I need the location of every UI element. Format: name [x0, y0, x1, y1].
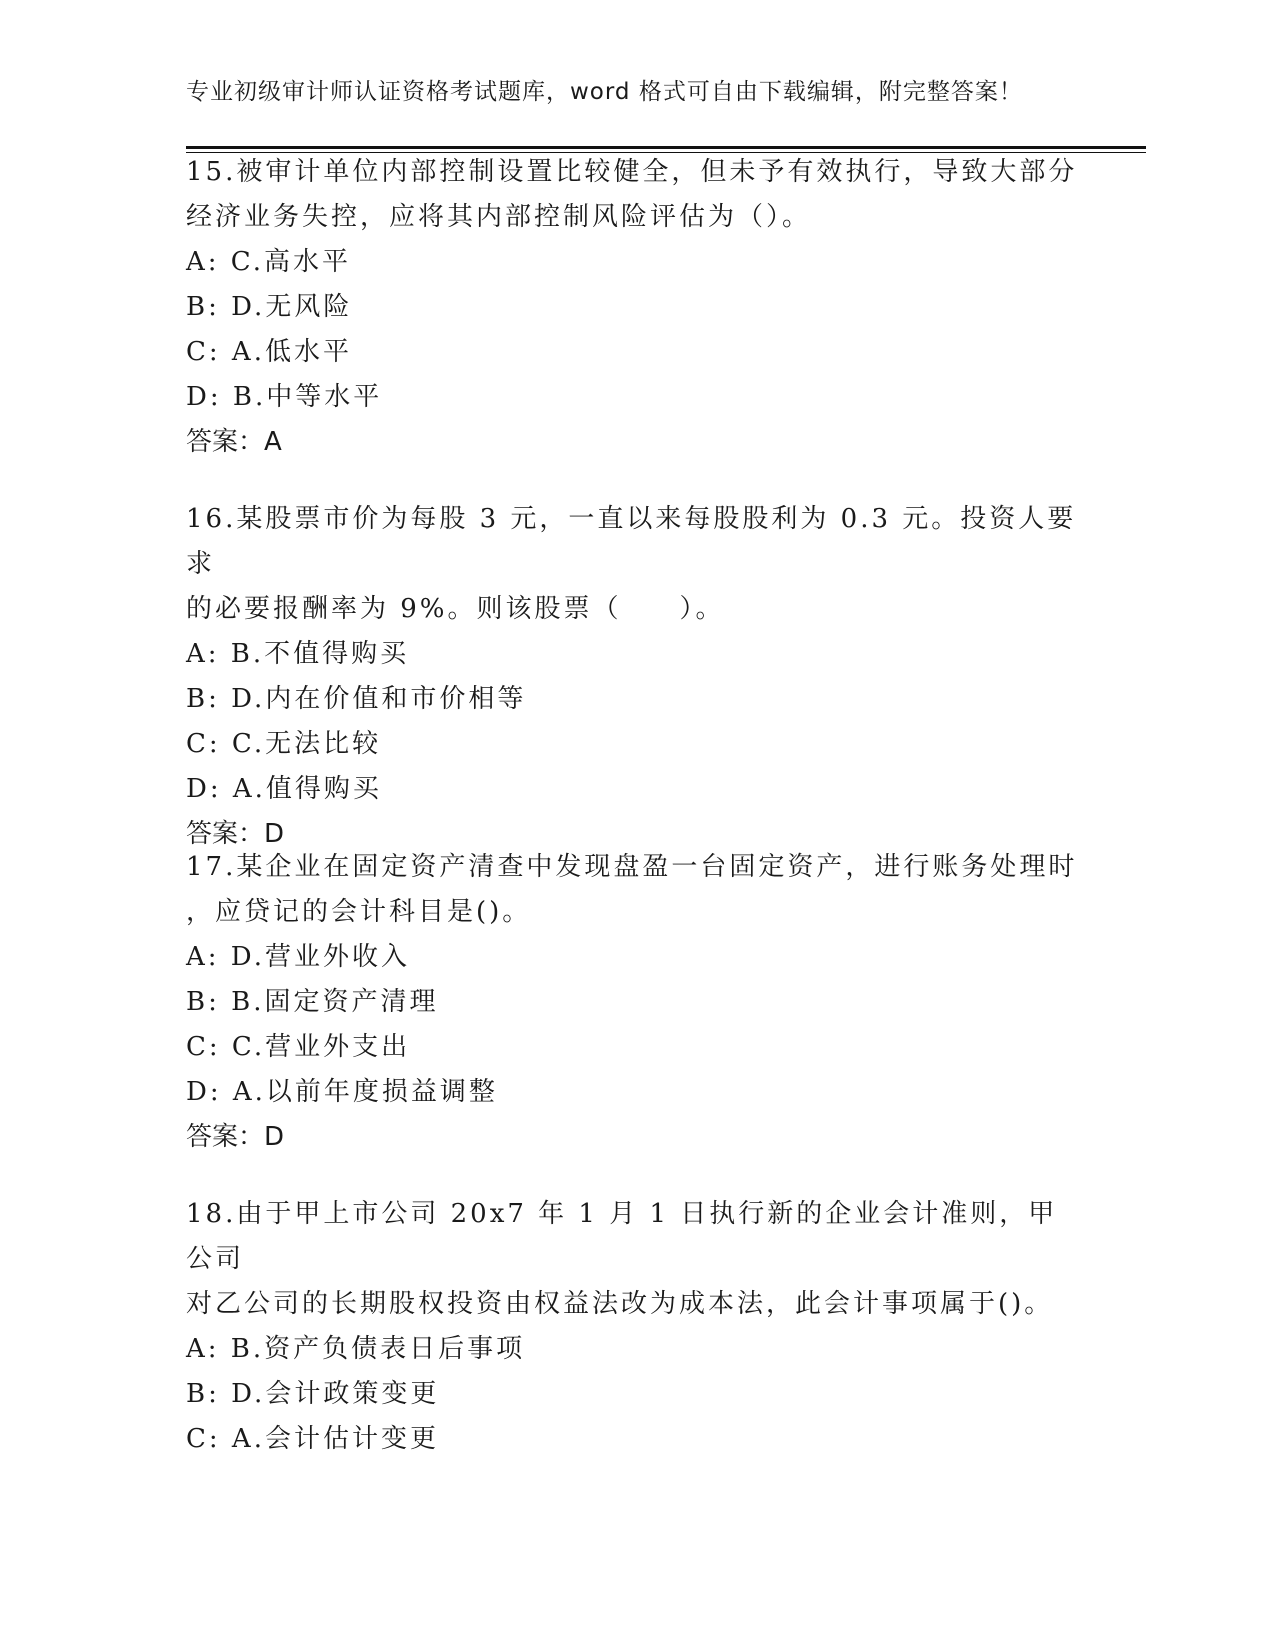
- answer: 答案：D: [186, 819, 285, 849]
- option-c: C: A.会计估计变更: [186, 1424, 439, 1454]
- option-a: A: C.高水平: [186, 247, 352, 277]
- answer: 答案：A: [186, 427, 282, 457]
- question-stem-line: ，应贷记的会计科目是()。: [186, 897, 532, 927]
- header-rule-thick: [186, 146, 1146, 149]
- question-16: [186, 497, 1086, 857]
- option-d: D: A.值得购买: [186, 774, 382, 804]
- option-c: C: C.营业外支出: [186, 1032, 411, 1062]
- question-15: [186, 150, 1086, 465]
- option-b: B: B.固定资产清理: [186, 987, 439, 1017]
- option-c: C: C.无法比较: [186, 729, 382, 759]
- option-b: B: D.会计政策变更: [186, 1379, 440, 1409]
- page-header: 专业初级审计师认证资格考试题库，word 格式可自由下载编辑，附完整答案！: [186, 79, 1023, 105]
- question-stem-line: 经济业务失控，应将其内部控制风险评估为（）。: [186, 202, 812, 232]
- answer: 答案：D: [186, 1122, 285, 1152]
- option-a: A: B.不值得购买: [186, 639, 410, 669]
- question-17: [186, 845, 1086, 1160]
- question-stem-line: 对乙公司的长期股权投资由权益法改为成本法，此会计事项属于()。: [186, 1289, 1054, 1319]
- question-stem-line: 16.某股票市价为每股 3 元，一直以来每股股利为 0.3 元。投资人要求: [186, 504, 1077, 579]
- option-a: A: D.营业外收入: [186, 942, 410, 972]
- option-b: B: D.无风险: [186, 292, 353, 322]
- option-a: A: B.资产负债表日后事项: [186, 1334, 526, 1364]
- question-stem-line: 17.某企业在固定资产清查中发现盘盈一台固定资产，进行账务处理时: [186, 852, 1078, 882]
- question-stem-line: 的必要报酬率为 9%。则该股票（ ）。: [186, 594, 725, 624]
- question-18: [186, 1192, 1086, 1462]
- option-c: C: A.低水平: [186, 337, 352, 367]
- question-stem-line: 15.被审计单位内部控制设置比较健全，但未予有效执行，导致大部分: [186, 157, 1078, 187]
- option-d: D: A.以前年度损益调整: [186, 1077, 498, 1107]
- option-d: D: B.中等水平: [186, 382, 383, 412]
- question-stem-line: 18.由于甲上市公司 20x7 年 1 月 1 日执行新的企业会计准则，甲公司: [186, 1199, 1058, 1274]
- option-b: B: D.内在价值和市价相等: [186, 684, 527, 714]
